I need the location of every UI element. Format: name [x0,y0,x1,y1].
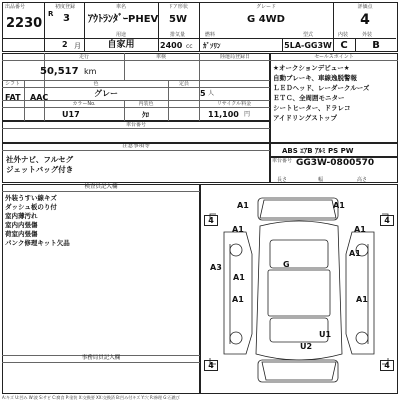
remark-line: 室内薄汚れ [5,212,38,220]
damage-mark: A1 [333,201,345,210]
remark-line: パンク修理キット欠品 [5,239,70,247]
width-label: 幅 [318,177,324,183]
notes-label: 注意事項等 [122,143,150,149]
door-type: 5W [169,14,187,25]
vin-label: 車台番号 [272,158,293,164]
lot-number: 2230 [6,16,43,31]
cc-label: 排気量 [170,32,186,38]
damage-mark: A1 [232,295,244,304]
damage-mark: A3 [210,263,222,272]
damage-mark: A1 [232,225,244,234]
sales-point-item: ＬＥＤヘッド、レーダークルーズ [273,84,370,92]
era: R [48,10,54,18]
color-code: U17 [62,110,80,119]
car-diagram [200,184,398,394]
sales-point-item: ★オークションデビュー★ [273,64,350,72]
use: 自家用 [107,40,135,50]
fuel: ｶﾞｿﾘﾝ [203,42,221,50]
mileage-label: 走行 [78,54,90,60]
score: 4 [360,12,370,28]
interior-label: 内装 [338,32,349,38]
equipment-pw: PW [340,147,354,155]
recycle-unit: 円 [244,111,251,118]
model-label: 型式 [302,32,314,38]
inspection-label: 車検 [155,54,167,60]
tire-depth-fr: 4 [384,216,390,225]
damage-mark: A1 [354,225,366,234]
use-label: 用途 [115,32,127,38]
inspector-remarks-list [5,194,70,248]
shift-label: シフト [5,81,21,87]
equipment-abs: ABS [282,147,298,155]
cc-unit: cc [186,43,193,50]
note-line: ジェットバッグ付き [6,165,74,174]
model-code: 5LA-GG3W [284,41,332,50]
remark-line: ダッシュ板のり付 [5,203,57,211]
car-name-label: 車名 [115,4,127,10]
remark-line: 外装うすい線キズ [5,194,57,202]
car-name: ｱｳﾄﾗﾝﾀﾞｰPHEV [88,14,159,25]
tire-depth-rr: 4 [384,361,390,370]
equipment-ps: PS [327,147,339,155]
inspector-notes-label: 検査員記入欄 [84,184,118,190]
fuel-label: 燃料 [205,32,216,38]
sales-point-item: ＥＴＣ、全周囲モニター [273,94,345,102]
staff-notes-label: 事務局員記入欄 [81,355,121,361]
length-label: 長さ [277,177,288,183]
chassis-remarks-label: 車台番号 [125,122,147,128]
mileage-unit: km [84,67,97,76]
interior-color-label: 内装色 [138,101,154,107]
seats-unit: 人 [208,90,215,97]
reg-month: 2 [62,40,68,49]
sales-point-item: アイドリングストップ [273,114,338,122]
damage-mark: A1 [233,273,245,282]
equipment-alloy: ｱﾙﾐ [315,147,326,155]
remark-line: 荷室内張傷 [5,230,38,238]
vin: GG3W-0800570 [296,158,375,168]
damage-mark: A1 [237,201,249,210]
aircon: AAC [30,93,49,102]
equipment-list [282,146,353,156]
interior-grade: C [340,40,348,51]
score-label: 評価点 [357,4,373,10]
lot-label: 出品番号 [5,4,26,10]
height-label: 高さ [357,177,368,183]
exterior-label: 外装 [362,32,373,38]
year-label: 初度登録 [55,4,76,10]
damage-mark: A1 [356,295,368,304]
damage-mark: A1 [349,249,361,258]
doors-label: ドア形状 [168,4,188,10]
grade: G 4WD [247,14,285,25]
sales-point-item: シートヒーター、ドラレコ [273,104,351,112]
tire-depth-rl: 4 [208,361,214,370]
damage-mark: U2 [300,342,313,351]
sales-point-list [273,63,397,123]
month-label: 月 [74,42,81,50]
remark-line: 室内内張傷 [5,221,38,229]
sales-point-item: 自動ブレーキ、車線逸脱警報 [273,74,357,82]
color-no-label: カラーNo. [72,101,96,107]
grade-label: グレード [255,4,277,10]
exterior-grade: B [372,40,380,51]
interior-color: ｸﾛ [142,111,149,119]
body-color: グレー [94,89,118,98]
damage-mark: G [283,260,290,269]
note-line: 社外ナビ、フルセグ [6,155,74,164]
sales-point-label: セールスポイント [314,54,354,60]
recycle-fee: 11,100 [208,110,239,119]
recycle-label: リサイクル料金 [216,101,252,107]
mileage: 50,517 [40,66,79,77]
seats-label: 定員 [178,81,190,87]
tire-depth-fl: 4 [208,216,214,225]
shift: FAT [5,93,21,102]
color-label: 色 [93,81,99,87]
inspection-date-label: 陸運局登録日 [219,54,251,60]
equipment-airbag: ｴｱB [300,147,313,155]
reg-year: 3 [63,13,70,24]
footer-legend: A:キズ U:凹み W:波 S:サビ C:腐食 P:塗装 X:交換要 XX:交換済 B:凹み付キズ Y:穴 R:修理 G:石跳び [2,395,180,400]
seats: 5 [200,89,206,98]
damage-mark: U1 [319,330,332,339]
cc-value: 2400 [160,41,183,50]
